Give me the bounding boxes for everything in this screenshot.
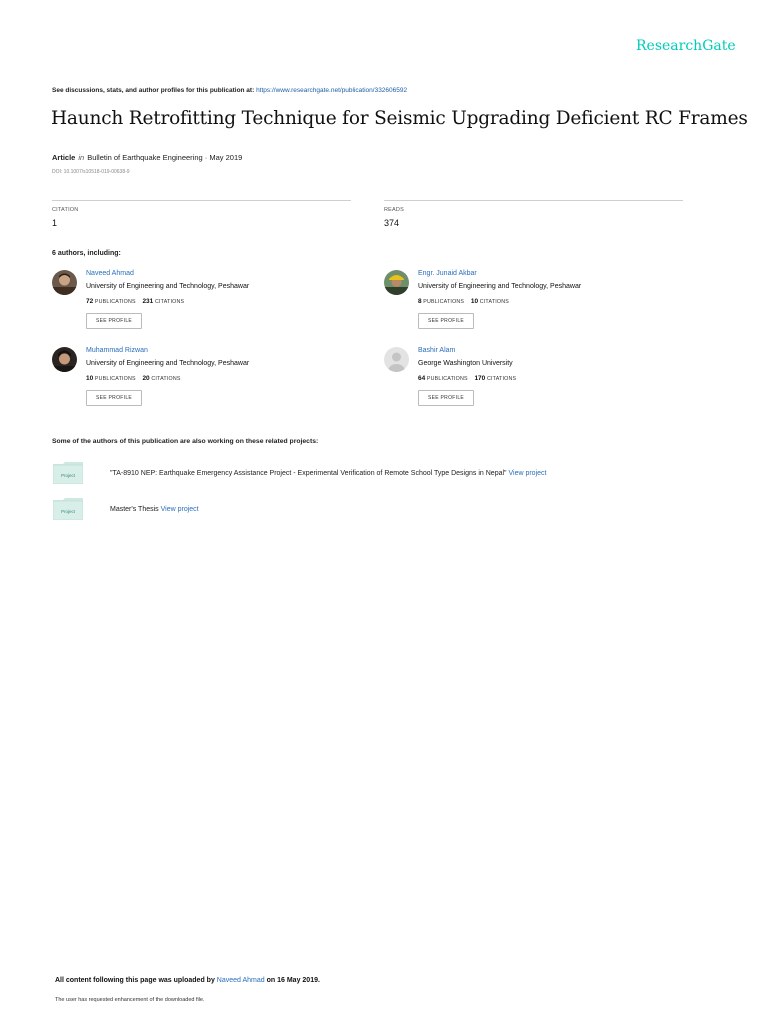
project-item bbox=[110, 506, 199, 513]
avatar[interactable] bbox=[384, 270, 409, 295]
enhancement-note: The user has requested enhancement of the downloaded file. bbox=[55, 997, 205, 1003]
authors-heading: 6 authors, including: bbox=[52, 250, 121, 257]
journal-name: Bulletin of Earthquake Engineering bbox=[87, 153, 203, 162]
see-profile-button[interactable]: SEE PROFILE bbox=[418, 313, 474, 329]
project-folder-icon bbox=[53, 462, 83, 484]
citations-label: CITATIONS bbox=[486, 376, 517, 382]
author-affiliation: University of Engineering and Technology, Peshawar bbox=[418, 283, 582, 290]
citations-count: 170 bbox=[474, 375, 486, 382]
author-photo-icon bbox=[52, 270, 77, 295]
see-profile-button[interactable]: SEE PROFILE bbox=[418, 390, 474, 406]
citations-label: CITATIONS bbox=[479, 299, 509, 305]
author-affiliation: University of Engineering and Technology, Peshawar bbox=[86, 360, 250, 367]
project-item bbox=[110, 470, 546, 477]
citations-count: 10 bbox=[470, 298, 479, 305]
divider-reads bbox=[384, 200, 683, 201]
view-project-link[interactable]: View project bbox=[508, 470, 547, 477]
researchgate-logo[interactable]: ResearchGate bbox=[636, 38, 736, 54]
see-discussions-line bbox=[52, 87, 407, 94]
citations-count: 231 bbox=[142, 298, 154, 305]
author-card bbox=[384, 270, 684, 340]
in-word: in bbox=[78, 153, 85, 162]
author-photo-icon bbox=[384, 270, 409, 295]
publications-label: PUBLICATIONS bbox=[423, 299, 465, 305]
reads-count: 374 bbox=[384, 218, 400, 228]
publications-label: PUBLICATIONS bbox=[94, 299, 136, 305]
author-photo-icon bbox=[52, 347, 77, 372]
author-affiliation: University of Engineering and Technology, Peshawar bbox=[86, 283, 250, 290]
citation-label: CITATION bbox=[52, 207, 79, 213]
author-affiliation: George Washington University bbox=[418, 360, 513, 367]
publications-count: 10 bbox=[86, 375, 94, 382]
publications-count: 72 bbox=[86, 298, 94, 305]
see-profile-button[interactable]: SEE PROFILE bbox=[86, 313, 142, 329]
publications-label: PUBLICATIONS bbox=[94, 376, 136, 382]
publication-date: · May 2019 bbox=[202, 153, 243, 162]
author-stats bbox=[418, 298, 514, 305]
author-name[interactable]: Engr. Junaid Akbar bbox=[418, 270, 477, 277]
project-icon-label: Project bbox=[60, 473, 76, 478]
article-kind: Article bbox=[52, 153, 76, 162]
project-folder-icon bbox=[53, 498, 83, 520]
divider-citation bbox=[52, 200, 351, 201]
publications-label: PUBLICATIONS bbox=[426, 376, 468, 382]
see-discussions-text: See discussions, stats, and author profiles for this publication at: bbox=[52, 87, 257, 94]
citation-count: 1 bbox=[52, 218, 58, 228]
author-name[interactable]: Naveed Ahmad bbox=[86, 270, 134, 277]
citations-label: CITATIONS bbox=[154, 299, 185, 305]
author-name[interactable]: Muhammad Rizwan bbox=[86, 347, 148, 354]
author-stats bbox=[86, 375, 186, 382]
upload-notice bbox=[55, 977, 320, 984]
author-card bbox=[52, 347, 352, 417]
author-card bbox=[384, 347, 684, 417]
publication-url-link[interactable]: https://www.researchgate.net/publication/332606592 bbox=[256, 87, 408, 94]
upload-suffix: on 16 May 2019. bbox=[264, 977, 320, 984]
default-avatar-icon bbox=[384, 347, 409, 372]
avatar[interactable] bbox=[52, 270, 77, 295]
citations-count: 20 bbox=[142, 375, 150, 382]
related-projects-heading: Some of the authors of this publication are also working on these related projects: bbox=[52, 438, 319, 445]
doi-text: DOI: 10.1007/s10518-019-00638-9 bbox=[52, 169, 130, 175]
publications-count: 64 bbox=[418, 375, 426, 382]
upload-prefix: All content following this page was uploaded by bbox=[55, 977, 217, 984]
view-project-link[interactable]: View project bbox=[160, 506, 199, 513]
article-title: Haunch Retrofitting Technique for Seismic Upgrading Deficient RC Frames bbox=[51, 108, 748, 129]
article-meta bbox=[52, 153, 242, 162]
uploader-link[interactable]: Naveed Ahmad bbox=[216, 977, 265, 984]
project-icon-label: Project bbox=[60, 509, 76, 514]
author-stats bbox=[418, 375, 521, 382]
reads-label: READS bbox=[384, 207, 404, 213]
see-profile-button[interactable]: SEE PROFILE bbox=[86, 390, 142, 406]
avatar[interactable] bbox=[384, 347, 409, 372]
project-title: Master's Thesis bbox=[110, 506, 161, 513]
author-name[interactable]: Bashir Alam bbox=[418, 347, 456, 354]
publications-count: 8 bbox=[418, 298, 422, 305]
author-stats bbox=[86, 298, 189, 305]
author-card bbox=[52, 270, 352, 340]
project-title: "TA-8910 NEP: Earthquake Emergency Assistance Project - Experimental Verification of Remote School Type Designs in Nepal" bbox=[110, 470, 509, 477]
citations-label: CITATIONS bbox=[151, 376, 181, 382]
avatar[interactable] bbox=[52, 347, 77, 372]
